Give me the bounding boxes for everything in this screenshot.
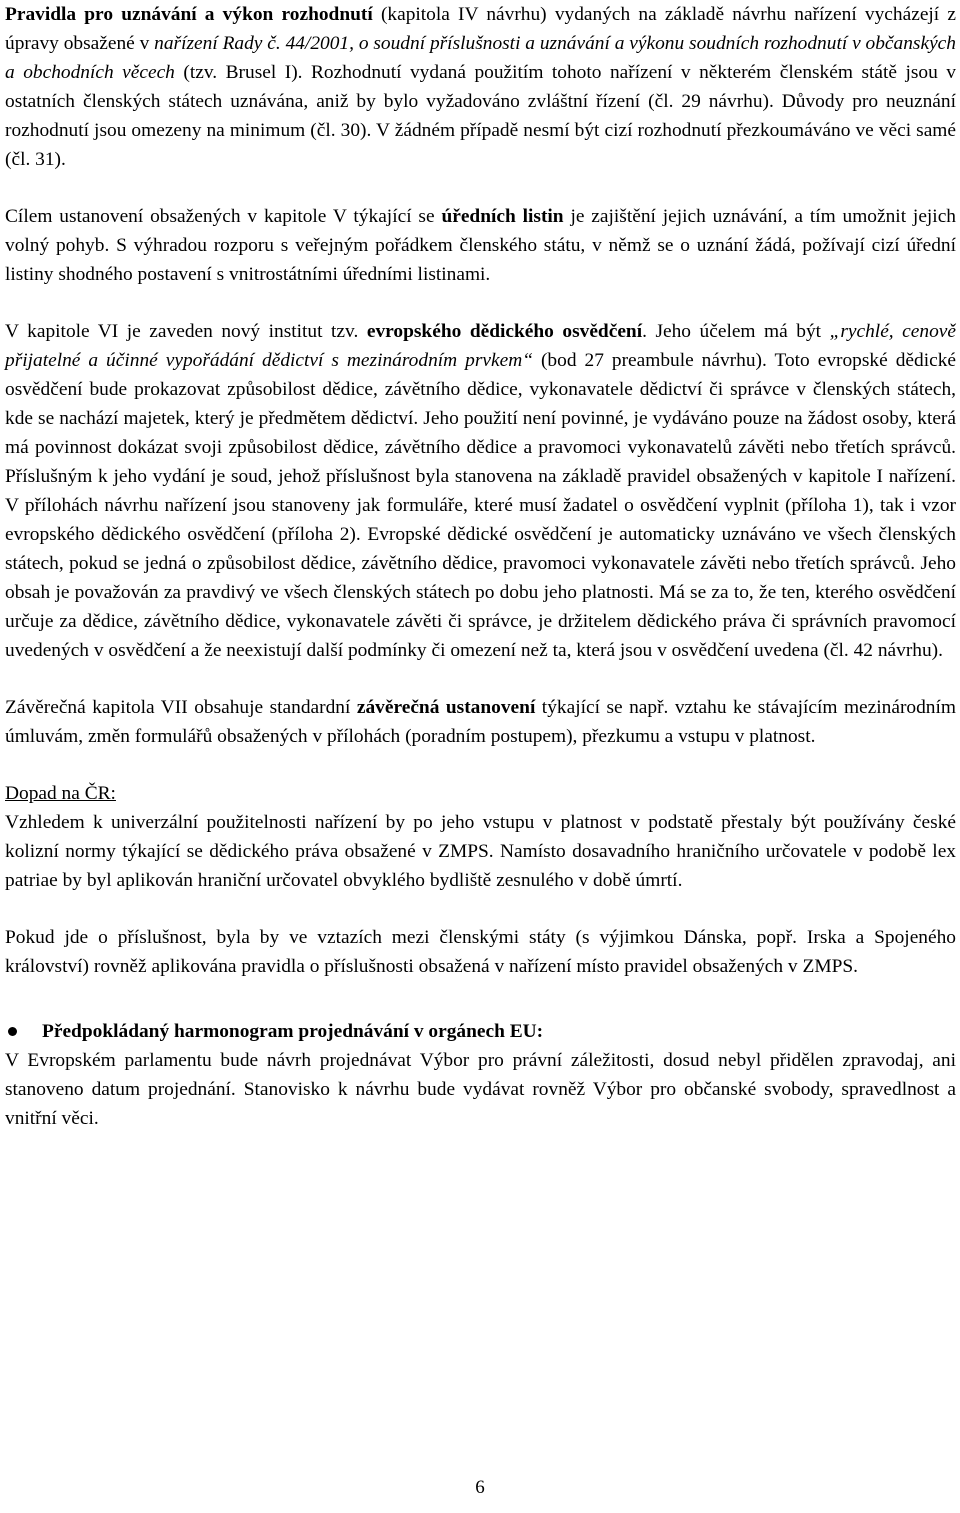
document-page xyxy=(5,0,956,1133)
text-segment: Pravidla pro uznávání a výkon rozhodnutí xyxy=(5,4,373,25)
text-segment: V kapitole VI je zaveden nový institut tzv. xyxy=(5,321,367,342)
text-segment: nařízení Rady č. 44/2001, o soudní příslušnosti a uznávání a výkonu soudních rozhodnutí v občanských a obchodních věcech xyxy=(5,33,956,83)
text-segment: „rychlé, cenově přijatelné a účinné vypořádání dědictví s mezinárodním prvkem“ xyxy=(5,321,956,371)
text-segment: evropského dědického osvědčení xyxy=(366,321,643,342)
bullet-icon xyxy=(8,1027,17,1036)
paragraph-succession-certificate xyxy=(5,317,956,665)
paragraph-official-documents xyxy=(5,202,956,289)
bullet-item xyxy=(5,1017,956,1046)
text-segment: úředních listin xyxy=(441,206,564,227)
text-segment: závěrečná ustanovení xyxy=(356,697,536,718)
text-segment: týkající se např. vztahu ke stávajícím mezinárodním úmluvám, změn formulářů obsažených v přílohách (poradním postupem), přezkumu a vstupu v platnost. xyxy=(5,697,956,747)
impact-heading: Dopad na ČR: xyxy=(5,783,116,804)
text-segment: (tzv. Brusel I). Rozhodnutí vydaná použitím tohoto nařízení v některém členském státě jsou v ostatních členských státech uznávána, aniž by bylo vyžadováno zvláštní řízení (čl. 29 návrhu). Důvody pro neuznání rozhodnutí jsou omezeny na minimum (čl. 30). V žádném případě nesmí být cizí rozhodnutí přezkoumáváno ve věci samé (čl. 31). xyxy=(5,62,956,170)
text-segment: (kapitola IV návrhu) vydaných na základě návrhu nařízení vycházejí z úpravy obsažené v xyxy=(5,4,956,54)
paragraph-recognition-rules xyxy=(5,0,956,174)
impact-paragraph-applicability: Vzhledem k univerzální použitelnosti nařízení by po jeho vstupu v platnost v podstatě přestaly být používány české kolizní normy týkající se dědického práva obsažené v ZMPS. Namísto dosavadního hraničního určovatele v podobě lex patriae by byl aplikován hraniční určovatel obvyklého bydliště zesnulého v době úmrtí. xyxy=(5,812,956,891)
page-number: 6 xyxy=(475,1477,485,1498)
text-segment: . Jeho účelem má být xyxy=(642,321,830,342)
text-segment: Závěrečná kapitola VII obsahuje standardní xyxy=(5,697,357,718)
eu-schedule-section xyxy=(5,1017,956,1133)
impact-paragraph-jurisdiction: Pokud jde o příslušnost, byla by ve vztazích mezi členskými státy (s výjimkou Dánska, popř. Irska a Spojeného království) rovněž aplikována pravidla o příslušnosti obsažená v nařízení místo pravidel obsažených v ZMPS. xyxy=(5,927,956,977)
text-segment: je zajištění jejich uznávání, a tím umožnit jejich volný pohyb. S výhradou rozporu s veřejným pořádkem členského státu, v němž se o uznání žádá, požívají cizí úřední listiny shodného postavení s vnitrostátními úředními listinami. xyxy=(5,206,956,285)
eu-schedule-heading: Předpokládaný harmonogram projednávání v orgánech EU: xyxy=(42,1021,544,1042)
impact-section xyxy=(5,779,956,895)
text-segment: Cílem ustanovení obsažených v kapitole V týkající se xyxy=(5,206,442,227)
paragraph-final-provisions xyxy=(5,693,956,751)
text-segment: (bod 27 preambule návrhu). Toto evropské dědické osvědčení bude prokazovat způsobilost dědice, závětního dědice, vykonavatele dědictví či správce v členských státech, kde se nachází majetek, který je předmětem dědictví. Jeho použití není povinné, je vydáváno pouze na žádost osoby, která má povinnost dokázat svoji způsobilost dědice, závětního dědice a pravomoci vykonavatelů závěti nebo třetích správců. Příslušným k jeho vydání je soud, jehož příslušnost byla stanovena na základě pravidel obsažených v kapitole I nařízení. V přílohách návrhu nařízení jsou stanoveny jak formuláře, které musí žadatel o osvědčení vyplnit (příloha 1), tak i vzor evropského dědického osvědčení (příloha 2). Evropské dědické osvědčení je automaticky uznáváno ve všech členských státech, pokud se jedná o způsobilost dědice, závětního dědice, pravomoci vykonavatele závěti nebo třetích správců. Jeho obsah je považován za pravdivý ve všech členských státech po dobu jeho platnosti. Má se za to, že ten, kterého osvědčení určuje za dědice, závětního dědice, vykonavatele závěti či správce, je držitelem dědického práva či správních pravomocí uvedených v osvědčení a že neexistují další podmínky či omezení než ta, která jsou v osvědčení uvedena (čl. 42 návrhu). xyxy=(5,350,956,661)
eu-schedule-paragraph: V Evropském parlamentu bude návrh projednávat Výbor pro právní záležitosti, dosud nebyl přidělen zpravodaj, ani stanoveno datum projednání. Stanovisko k návrhu bude vydávat rovněž Výbor pro občanské svobody, spravedlnost a vnitřní věci. xyxy=(5,1050,956,1129)
